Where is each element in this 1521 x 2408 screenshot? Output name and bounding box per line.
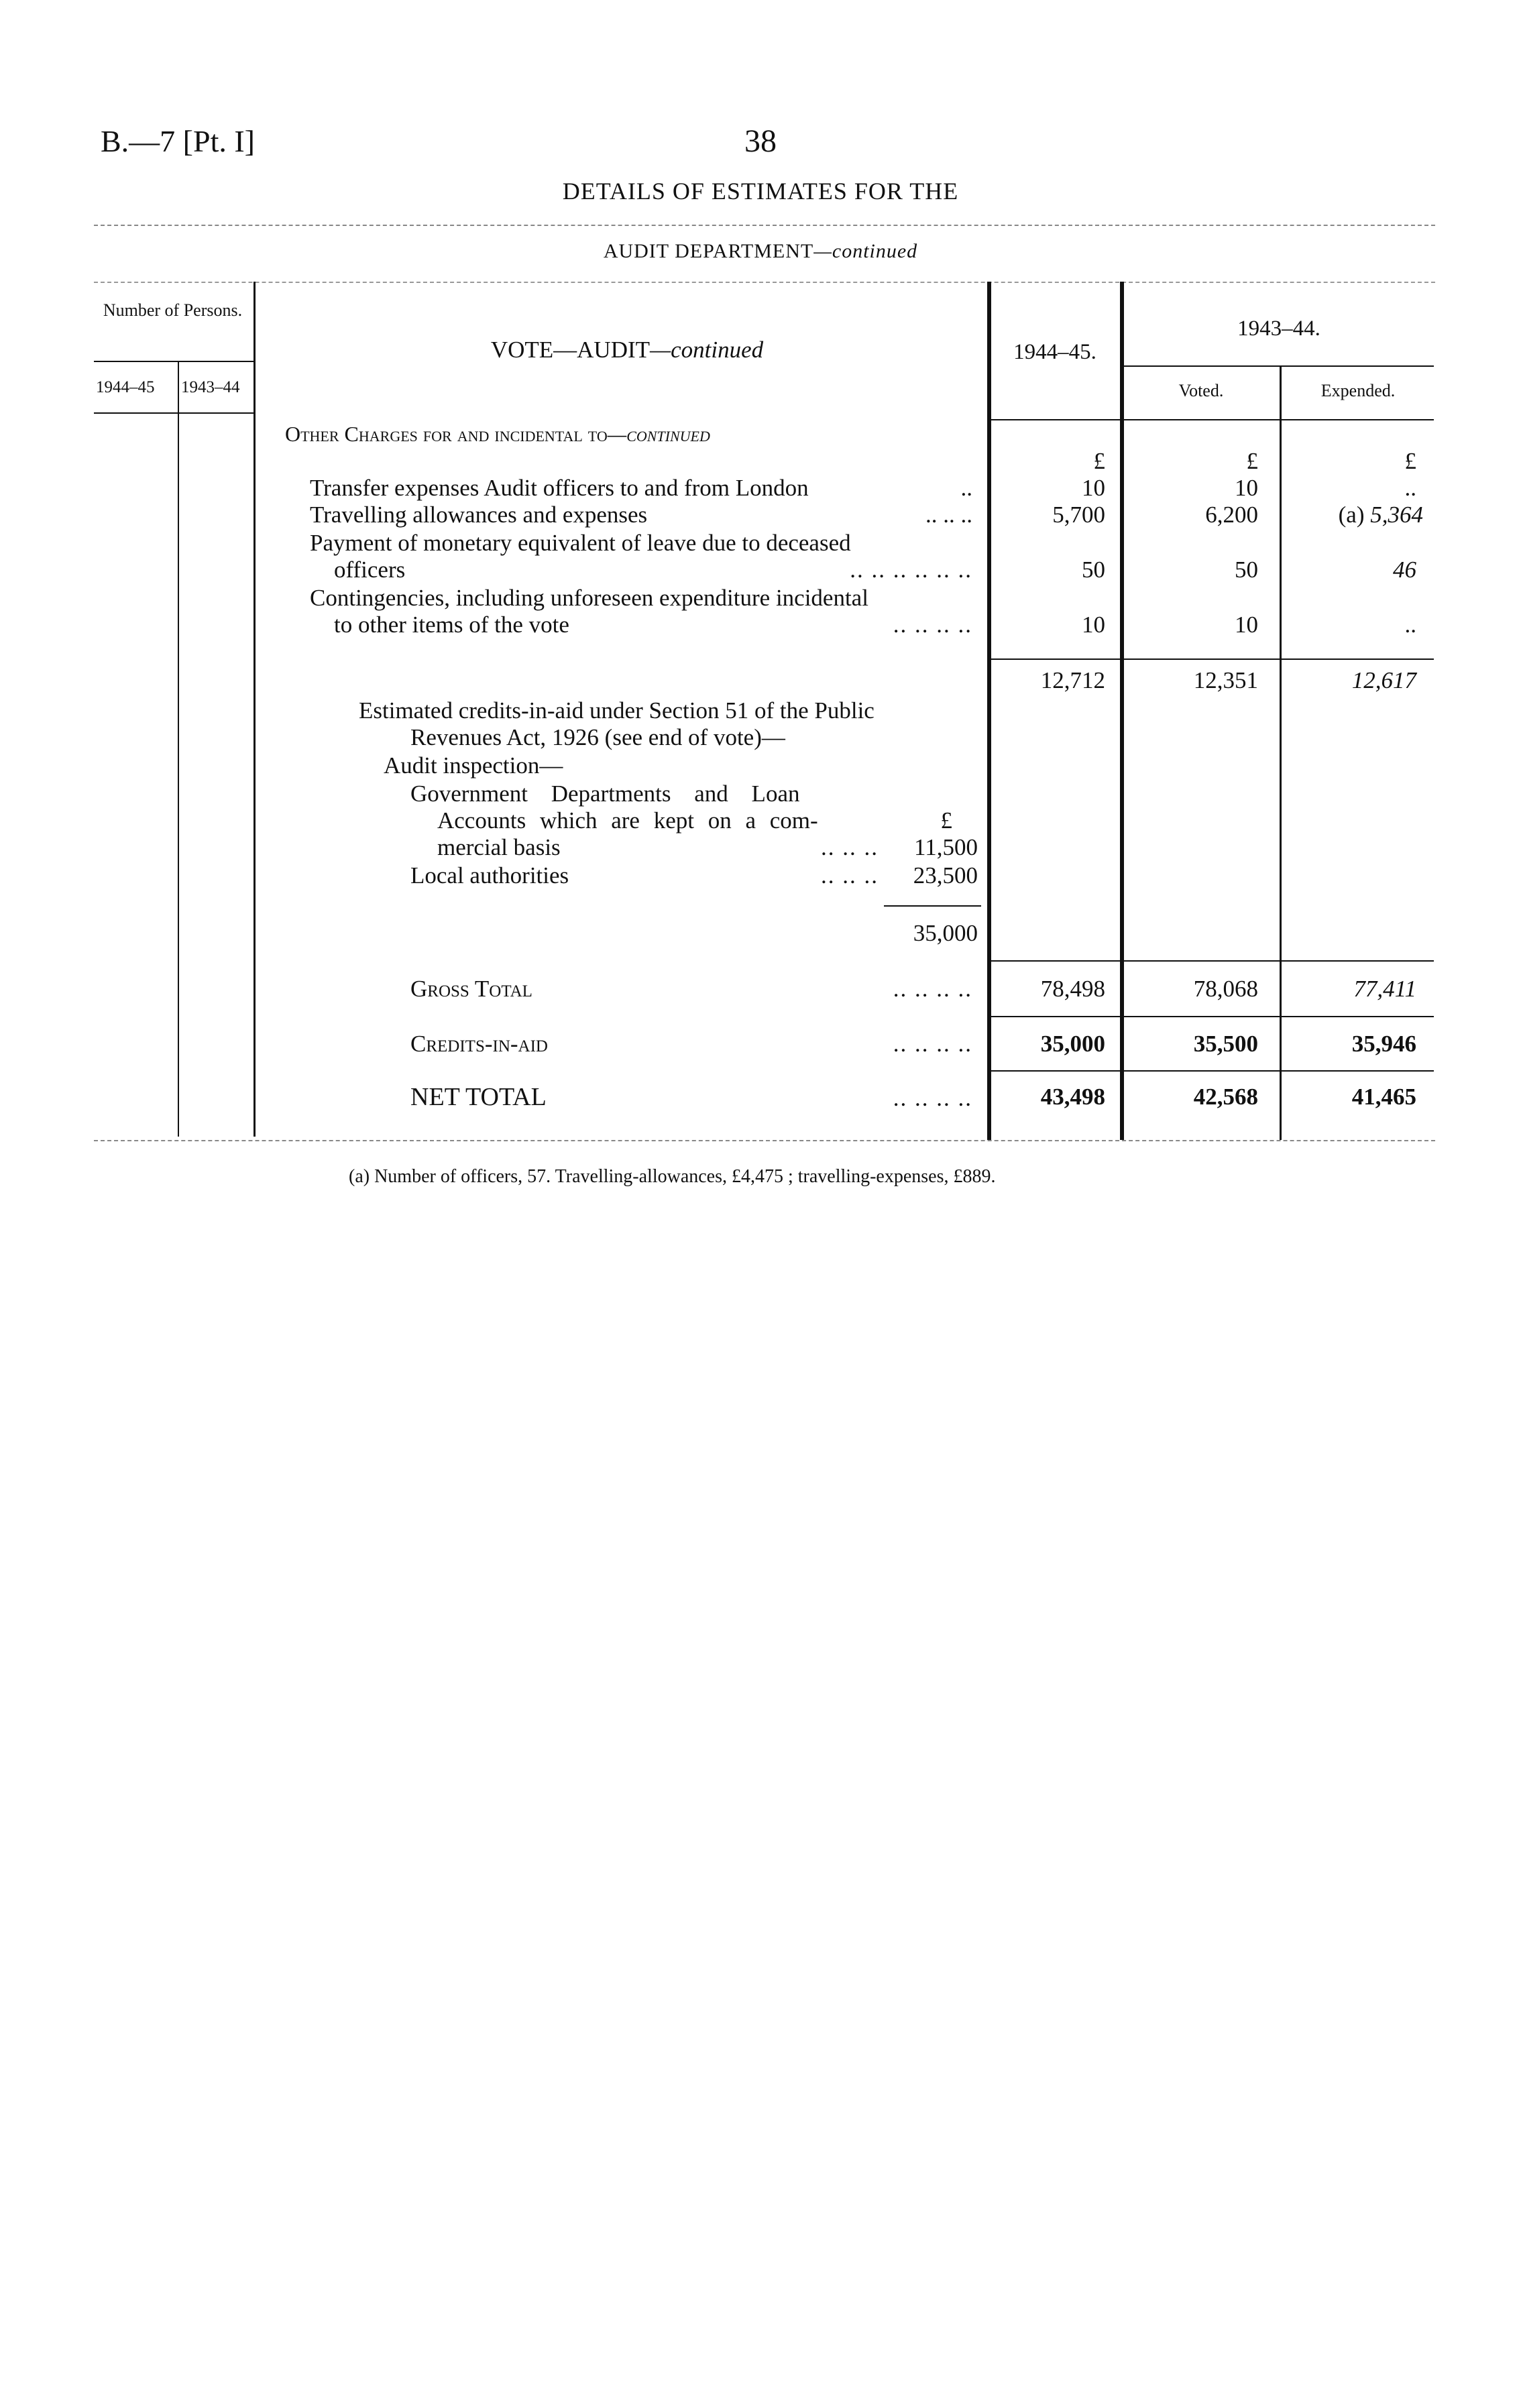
audit-inspection-label: Audit inspection— xyxy=(384,752,563,779)
gov-departments-line2: Accounts which are kept on a com- xyxy=(437,807,818,834)
credits-intro-line2: Revenues Act, 1926 (see end of vote)— xyxy=(410,724,785,750)
number-of-persons-header: Number of Persons. xyxy=(103,300,243,320)
persons-column-border xyxy=(253,282,256,1137)
currency-symbol-expended: £ xyxy=(1404,448,1416,474)
row-1944-value: 50 xyxy=(1082,557,1105,583)
section-heading xyxy=(285,420,710,447)
gross-total-expended: 77,411 xyxy=(1353,976,1416,1002)
row-voted-value: 50 xyxy=(1235,557,1258,583)
subtotal-voted: 12,351 xyxy=(1193,667,1258,693)
money-header-rule xyxy=(989,419,1434,420)
credits-in-aid-voted: 35,500 xyxy=(1193,1031,1258,1057)
table-row-label-continued: to other items of the vote xyxy=(334,612,569,638)
footnote-marker: (a) xyxy=(1338,502,1365,528)
row-expended-value: 46 xyxy=(1393,557,1416,583)
subtitle-suffix: —continued xyxy=(813,240,918,262)
row-1944-value: 10 xyxy=(1082,475,1105,501)
leader-dots: .. .. .. .. xyxy=(893,1085,972,1111)
local-authorities-label: Local authorities xyxy=(410,862,569,888)
footnote: (a) Number of officers, 57. Travelling-allowances, £4,475 ; travelling-expenses, £889. xyxy=(349,1166,996,1187)
row-1944-value: 10 xyxy=(1082,612,1105,638)
gross-total-1944: 78,498 xyxy=(1040,976,1105,1002)
col-1944-border xyxy=(987,282,991,1140)
gov-departments-line3: mercial basis xyxy=(437,834,561,860)
currency-symbol-1944: £ xyxy=(1093,448,1105,474)
col-voted-border xyxy=(1120,282,1124,1140)
persons-subheader-rule xyxy=(94,412,255,414)
local-authorities-amount: 23,500 xyxy=(913,862,978,888)
credits-sum-rule xyxy=(884,905,981,907)
document-reference: B.—7 [Pt. I] xyxy=(101,124,255,158)
voted-header: Voted. xyxy=(1178,381,1224,400)
net-total-rule xyxy=(989,1070,1434,1072)
credits-in-aid-label: Credits-in-aid xyxy=(410,1031,548,1057)
table-row-label: Contingencies, including unforeseen expenditure incidental xyxy=(310,585,868,611)
section-heading-text: Other Charges for and incidental to xyxy=(285,422,608,446)
page-title: DETAILS OF ESTIMATES FOR THE xyxy=(562,178,959,205)
net-total-1944: 43,498 xyxy=(1040,1084,1105,1110)
subtotal-1944: 12,712 xyxy=(1040,667,1105,693)
table-row-label: Travelling allowances and expenses xyxy=(310,502,648,528)
row-1944-value: 5,700 xyxy=(1052,502,1105,528)
persons-1944-header: 1944–45 xyxy=(96,378,155,396)
page-number: 38 xyxy=(744,123,777,159)
page-subtitle xyxy=(425,238,1096,265)
row-expended-value: .. xyxy=(1404,475,1416,501)
credits-total-amount: 35,000 xyxy=(913,920,978,946)
table-row-label-continued: officers xyxy=(334,557,406,583)
net-total-label: NET TOTAL xyxy=(410,1083,547,1111)
row-voted-value: 10 xyxy=(1235,475,1258,501)
gov-departments-amount: 11,500 xyxy=(914,834,978,860)
credits-in-aid-expended: 35,946 xyxy=(1351,1031,1416,1057)
leader-dots: .. xyxy=(960,475,972,501)
gov-departments-line1: Government Departments and Loan xyxy=(410,781,800,807)
expended-header: Expended. xyxy=(1320,381,1396,400)
leader-dots: .. .. .. .. xyxy=(893,976,972,1002)
credits-in-aid-rule xyxy=(989,1016,1434,1017)
vote-heading-text: VOTE—AUDIT xyxy=(490,337,651,363)
year-1943-rule xyxy=(1122,365,1434,367)
table-bottom-rule xyxy=(94,1140,1435,1141)
leader-dots: .. .. .. xyxy=(821,834,879,860)
row-voted-value: 6,200 xyxy=(1205,502,1258,528)
persons-1943-header: 1943–44 xyxy=(181,378,240,396)
row-voted-value: 10 xyxy=(1235,612,1258,638)
table-row-label: Transfer expenses Audit officers to and from London xyxy=(310,475,809,501)
gross-total-voted: 78,068 xyxy=(1193,976,1258,1002)
row-expended-value xyxy=(1282,502,1423,528)
persons-year-divider xyxy=(178,362,179,1137)
leader-dots: .. .. .. xyxy=(925,502,972,528)
vote-heading-suffix: —continued xyxy=(650,337,764,363)
gross-total-rule xyxy=(989,960,1434,962)
vote-heading xyxy=(268,337,986,363)
leader-dots: .. .. .. .. .. .. xyxy=(850,557,972,583)
col-expended-border xyxy=(1280,365,1282,1140)
subtotal-expended: 12,617 xyxy=(1351,667,1416,693)
net-total-expended: 41,465 xyxy=(1351,1084,1416,1110)
currency-symbol-voted: £ xyxy=(1246,448,1258,474)
header-divider xyxy=(94,225,1435,226)
section-heading-suffix: —continued xyxy=(607,422,710,446)
credits-currency-symbol: £ xyxy=(940,807,952,834)
leader-dots: .. .. .. .. xyxy=(893,612,972,638)
credits-intro-line1: Estimated credits-in-aid under Section 51 of the Public xyxy=(359,697,875,724)
col-1943-header: 1943–44. xyxy=(1237,317,1320,341)
credits-in-aid-1944: 35,000 xyxy=(1040,1031,1105,1057)
col-1944-header: 1944–45. xyxy=(1013,340,1096,364)
table-top-rule xyxy=(94,282,1435,283)
gross-total-label: Gross Total xyxy=(410,976,532,1002)
expended-amount: 5,364 xyxy=(1370,502,1423,528)
leader-dots: .. .. .. .. xyxy=(893,1031,972,1057)
row-expended-value: .. xyxy=(1404,612,1416,638)
persons-header-rule xyxy=(94,361,255,362)
subtotal-rule xyxy=(989,658,1434,660)
net-total-voted: 42,568 xyxy=(1193,1084,1258,1110)
leader-dots: .. .. .. xyxy=(821,862,879,888)
subtitle-text: AUDIT DEPARTMENT xyxy=(603,240,814,262)
table-row-label: Payment of monetary equivalent of leave due to deceased xyxy=(310,530,851,556)
